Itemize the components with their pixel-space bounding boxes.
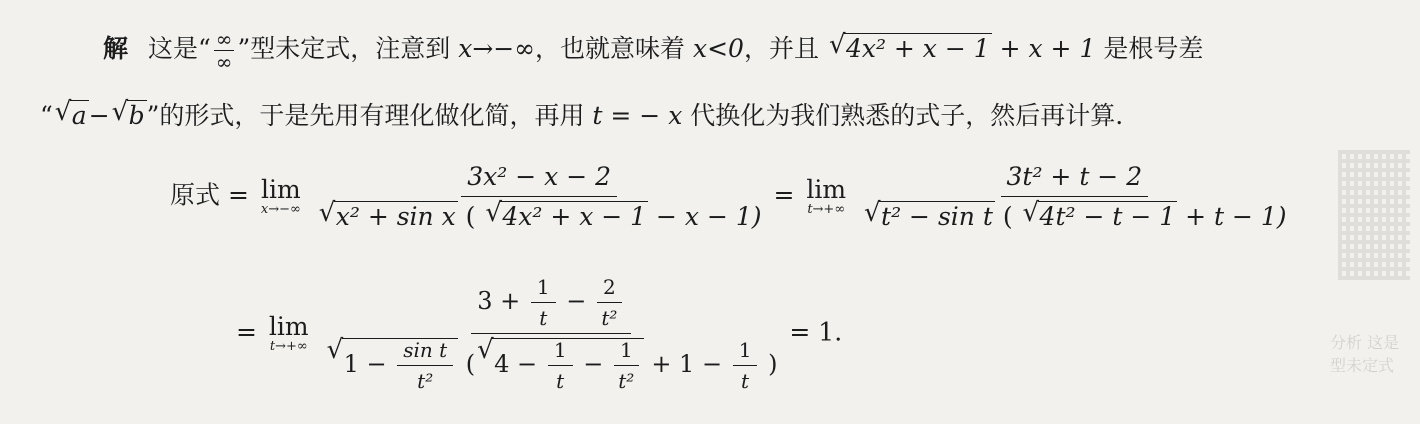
bleed-text: 分析 这是 型未定式 bbox=[1330, 333, 1400, 375]
line-2: “√ a−√ b”的形式，于是先用有理化做化简，再用 t = − x 代换化为我们熟悉的式子，然后再计算. bbox=[40, 100, 1123, 131]
sqrt-b: √ b bbox=[112, 100, 147, 131]
sqrt-a: √ a bbox=[55, 100, 89, 131]
sqrt-expression: √ 4x² + x − 1 bbox=[829, 33, 992, 64]
result: = 1. bbox=[789, 317, 843, 347]
solution-label: 解 bbox=[103, 34, 129, 63]
fraction-3: 3 + $\frac{1}{t}$ − $\frac{2}{\text{t²}}$ √ 1 − $\frac{\text{sin t}}{\text{t²}}$ (√ 4 − $\frac{1}{t}$ − $\frac{1}{\text{t²}}$ + 1 − $\frac{1}{t}$ ) bbox=[325, 276, 778, 392]
limit-x: lim x→−∞ bbox=[260, 175, 301, 217]
fraction-2: 3t² + t − 2 √ t² − sin t ( √ 4t² − t − 1 + t − 1) bbox=[862, 162, 1287, 232]
inf-over-inf: $\frac{\infty}{\infty}$ bbox=[215, 27, 233, 74]
limit-t: lim t→+∞ bbox=[806, 175, 847, 217]
fraction-1: 3x² − x − 2 √ x² + sin x ( √ 4x² + x − 1 − x − 1) bbox=[317, 162, 762, 232]
equation-2: = lim t→+∞ 3 + $\frac{1}{t}$ − $\frac{2}{\text{t²}}$ √ 1 − $\frac{\text{sin t}}{\text{t²}}$ (√ 4 − $\frac{1}{t}$ − $\frac{1}{\text{t²}}$ + 1 − $\frac{1}{t}$ ) = 1. bbox=[236, 276, 842, 392]
line-1: 解 这是“ $\frac{\infty}{\infty}$ ”型未定式，注意到 x→−∞，也就意味着 x<0，并且 √ 4x² + x − 1 + x + 1 是根号差 bbox=[103, 28, 1203, 73]
eq1-label: 原式 = bbox=[170, 180, 249, 210]
limit-t-2: lim t→+∞ bbox=[268, 312, 309, 354]
equation-1: 原式 = lim x→−∞ 3x² − x − 2 √ x² + sin x ( √ 4x² + x − 1 − x − 1) = lim t→+∞ 3t² + t − 2 √ t² − sin t ( √ 4t² − t − 1 + t − 1) bbox=[170, 162, 1291, 232]
